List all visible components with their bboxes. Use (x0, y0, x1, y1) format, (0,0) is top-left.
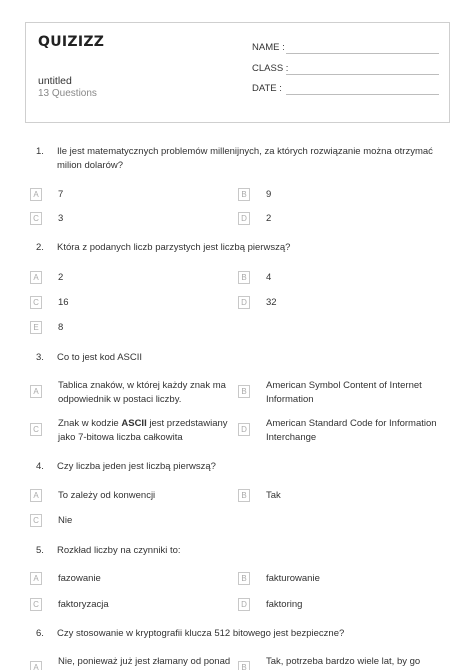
question-text: Co to jest kod ASCII (57, 352, 143, 363)
option-letter-box: A (30, 385, 42, 398)
option-letter-box: C (30, 296, 42, 309)
option-text: 4 (266, 272, 272, 283)
option-letter-box: D (238, 423, 250, 436)
option-letter-box: E (30, 321, 42, 334)
option-text: 16 (58, 297, 69, 308)
option-letter-box: C (30, 514, 42, 527)
option-letter-box: B (238, 572, 250, 585)
question-count: 13 Questions (38, 88, 97, 99)
option-letter-box: C (30, 598, 42, 611)
question-text: Ile jest matematycznych problemów millenijnych, za których rozwiązanie można otrzymać milion dolarów? (57, 146, 433, 171)
question-text: Czy liczba jeden jest liczbą pierwszą? (57, 461, 216, 472)
option-text: 9 (266, 189, 272, 200)
question-number: 1. (36, 146, 44, 157)
option-text: 7 (58, 189, 64, 200)
option-text: American Standard Code for Information Interchange (266, 418, 437, 443)
question-number: 3. (36, 352, 44, 363)
question-text: Która z podanych liczb parzystych jest liczbą pierwszą? (57, 242, 291, 253)
option-text: 3 (58, 213, 64, 224)
option-text: 32 (266, 297, 277, 308)
option-text: Tak (266, 490, 281, 501)
option-text: Nie (58, 515, 73, 526)
option-text: To zależy od konwencji (58, 490, 156, 501)
question-number: 6. (36, 628, 44, 639)
question-number: 5. (36, 545, 44, 556)
option-letter-box: D (238, 296, 250, 309)
question-number: 2. (36, 242, 44, 253)
worksheet-title: untitled (38, 75, 72, 87)
option-text: fazowanie (58, 573, 101, 584)
option-letter-box: B (238, 188, 250, 201)
option-text: 8 (58, 322, 64, 333)
option-letter-box: A (30, 489, 42, 502)
option-text: 2 (266, 213, 272, 224)
option-letter-box: A (30, 572, 42, 585)
option-text-bold: ASCII (121, 418, 147, 429)
option-letter-box: C (30, 423, 42, 436)
option-text: faktoring (266, 599, 303, 610)
option-text: 2 (58, 272, 64, 283)
option-text: Tablica znaków, w której każdy znak ma odpowiednik w postaci liczby. (58, 380, 226, 405)
option-text: fakturowanie (266, 573, 320, 584)
option-letter-box: B (238, 271, 250, 284)
question-number: 4. (36, 461, 44, 472)
date-line[interactable] (286, 94, 439, 95)
quizizz-logo: QUIZIZZ (38, 34, 105, 50)
option-text-before: Znak w kodzie (58, 418, 122, 429)
option-text: faktoryzacja (58, 599, 109, 610)
option-letter-box: A (30, 188, 42, 201)
option-letter-box: B (238, 489, 250, 502)
class-label: CLASS : (252, 63, 289, 74)
option-letter-box: A (30, 661, 42, 670)
name-label: NAME : (252, 42, 285, 53)
option-letter-box: D (238, 598, 250, 611)
option-text: Tak, potrzeba bardzo wiele lat, by go (266, 656, 421, 667)
option-letter-box: C (30, 212, 42, 225)
option-letter-box: D (238, 212, 250, 225)
option-letter-box: B (238, 385, 250, 398)
option-text-after: jest przedstawiany jako 7-bitowa liczba całkowita (58, 418, 228, 443)
date-label: DATE : (252, 83, 282, 94)
question-text: Rozkład liczby na czynniki to: (57, 545, 181, 556)
name-line[interactable] (286, 53, 439, 54)
option-text (58, 417, 243, 445)
option-text: Nie, ponieważ już jest złamany od ponad (58, 656, 231, 667)
worksheet-header (25, 22, 450, 123)
class-line[interactable] (286, 74, 439, 75)
option-letter-box: B (238, 661, 250, 670)
option-text: American Symbol Content of Internet Information (266, 380, 422, 405)
option-letter-box: A (30, 271, 42, 284)
question-text: Czy stosowanie w kryptografii klucza 512 bitowego jest bezpieczne? (57, 628, 345, 639)
